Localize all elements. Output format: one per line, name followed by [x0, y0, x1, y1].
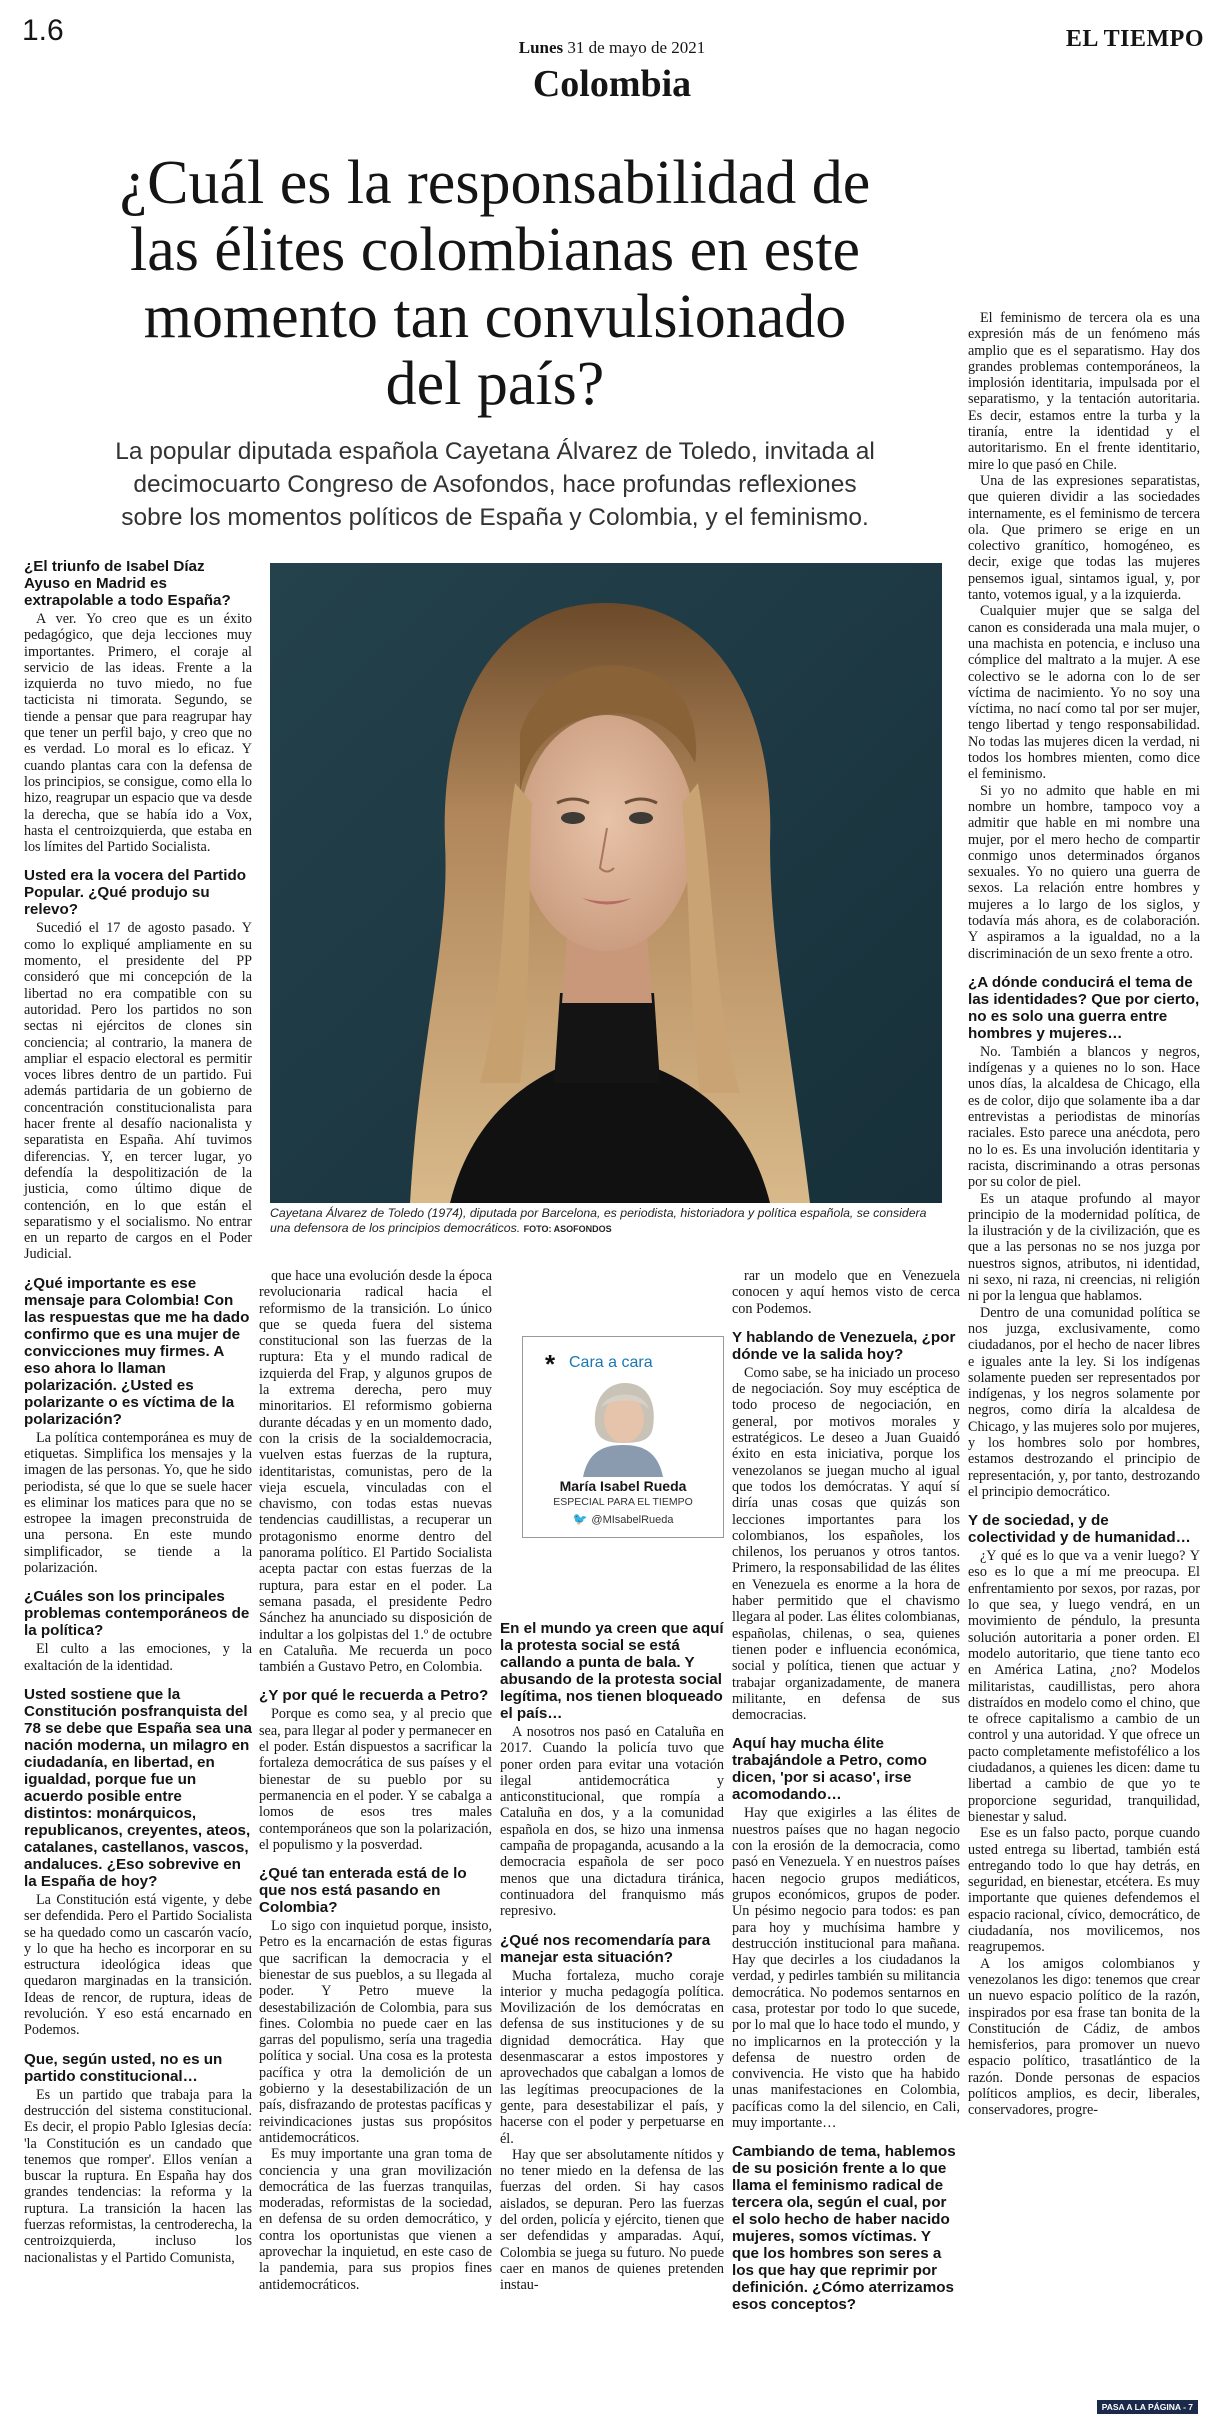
column-1 [24, 558, 252, 2266]
author-avatar [563, 1377, 683, 1477]
interview-answer: Ese es un falso pacto, porque cuando usted entrega su libertad, también está entregando todo lo que hay detrás, en seguridad, en bienestar, etcétera. Es muy importante que quienes defendemos el espacio racional, cívico, democrático, de ciudadanía, nos movilicemos, nos reagrupemos. [968, 1825, 1200, 1956]
column-4 [732, 1268, 960, 2315]
interview-question: Y hablando de Venezuela, ¿por dónde ve la salida hoy? [732, 1328, 956, 1363]
author-handle[interactable] [523, 1512, 723, 1526]
interview-question: ¿Qué importante es ese mensaje para Colombia! Con las respuestas que me ha dado confirmo que es una mujer de convicciones muy firmes. A eso ahora lo llaman polarización. ¿Usted es polarizante o es víctima de la polarización? [24, 1274, 250, 1428]
interview-answer: Si yo no admito que hable en mi nombre un hombre, tampoco voy a admitir que hable en mi nombre una mujer, por el mero hecho de compartir conmigo unos determinados órganos sexuales. Yo no quiero una guerra de sexos. La relación entre hombres y mujeres a lo largo de los siglos, y todavía más ahora, es de colaboración. Y aspiramos a la igualdad, no a la discriminación de un sexo frente a otro. [968, 782, 1200, 962]
interview-answer: Como sabe, se ha iniciado un proceso de negociación. Soy muy escéptica de todo proceso de negociación, en general, por motivos morales y estratégicos. Le deseo a Juan Guaidó éxito en esta iniciativa, porque los venezolanos se juegan mucho al igual que todos los demócratas. Y aquí sí diría unas cosas que quizás son lecciones importantes para los colombianos, los españoles, los chilenos, los peruanos y otros tantos. Primero, la responsabilidad de las élites en Venezuela es enorme a la hora de haber permitido que el chavismo llegara al poder. Las élites colombianas, españolas, chilenas, o sea, quienes tienen poder e influencia económica, social y política, tienen que actuar y trabajar organizadamente, de manera militante, en defensa de sus democracias. [732, 1364, 960, 1724]
interview-answer: Lo sigo con inquietud porque, insisto, Petro es la encarnación de estas figuras que sacrifican la democracia y el bienestar de sus pueblos, a su llegada al poder. Y Petro mueve la desestabilización de Colombia, para sus fines. Colombia no puede caer en las garras del populismo, sería una tragedia política y social. Una cosa es la protesta pacífica y otra la demolición de un gobierno y la desestabilización de un país, disfrazando de protestas pacíficas y reivindicaciones justas sus propósitos antidemocráticos. [259, 1918, 492, 2146]
interview-answer: La política contemporánea es muy de etiquetas. Simplifica los mensajes y la imagen de las personas. Yo, que he sido periodista, sé que lo que se suele hacer es eliminar los matices para que no se estropee la imagen preconstruida de una persona. En este mundo simplificador, se tiende a la polarización. [24, 1429, 252, 1577]
twitter-icon: 🐦 [572, 1512, 588, 1526]
interview-answer: A ver. Yo creo que es un éxito pedagógico, que deja lecciones muy importantes. Primero, el coraje al servicio de las ideas. Frente a la izquierda no tuvo miedo, no fue tacticista ni timorata. Segundo, se tiende a pensar que para reagrupar hay que tener un perfil bajo, y creo que no es verdad. Lo moral es lo eficaz. Y cuando plantas cara con la defensa de los principios, se consigue, como ella lo hizo, reagrupar un espacio que va desde la derecha, que se había ido a Vox, hasta el centroizquierda, que estaba en los límites del Partido Socialista. [24, 611, 252, 856]
interview-question: En el mundo ya creen que aquí la protesta social se está callando a punta de bala. Y abusando de la protesta social legítima, nos tienen bloqueado el país… [500, 1620, 724, 1722]
issue-date [0, 38, 1224, 58]
interview-answer: Es un partido que trabaja para la destrucción del sistema constitucional. Es decir, el propio Pablo Iglesias decía: 'la Constitución es un candado que tenemos que romper'. Ellos venían a buscar la ruptura. En España hay dos grandes tendencias: la reforma y la ruptura. La transición la hacen las fuerzas reformistas, la centroderecha, la centroizquierda, incluso los nacionalistas y el Partido Comunista, [24, 2086, 252, 2266]
interview-question: ¿El triunfo de Isabel Díaz Ayuso en Madrid es extrapolable a todo España? [24, 558, 231, 609]
card-title: Cara a cara [569, 1354, 653, 1371]
interview-answer: Sucedió el 17 de agosto pasado. Y como lo expliqué ampliamente en su momento, el presidente del PP consideró que mi concepción de la libertad no era compatible con su autoridad. Pero los partidos no son sectas ni ejércitos de clones sin conciencia; al contrario, la manera de ampliar el espacio electoral es permitir voces libres dentro de un partido. Fui además partidaria de un gobierno de concentración constitucionalista para hacer frente al desafío nacionalista y separatista en España. Ahí tuvimos diferencias. Y, en tercer lugar, yo defendía la despolitización de la justicia, como último dique de contención, en lo que están el separatismo y el socialismo. No entrar en un reparto de cargos en el Poder Judicial. [24, 920, 252, 1263]
interview-question: ¿Cuáles son los principales problemas contemporáneos de la política? [24, 1588, 250, 1640]
author-name: María Isabel Rueda [559, 1478, 687, 1494]
interview-answer: No. También a blancos y negros, indígenas y a quienes no lo son. Hace unos días, la alcaldesa de Chicago, ella es de color, dijo que solamente iba a dar entrevistas a periodistas de minorías raciales. Esto parece una anécdota, pero no lo es. Es una involución identitaria y racista, discriminando a otras personas por su color de piel. [968, 1043, 1200, 1191]
interview-answer: A nosotros nos pasó en Cataluña en 2017. Cuando la policía tuvo que poner orden para evitar una votación ilegal antidemocrática y anticonstitucional, que rompía a Cataluña en dos, y a la comunidad española en dos, se hizo una inmensa campaña de propaganda, acusando a la democracia española de ser poco menos que una dictadura tiránica, continuadora del franquismo más represivo. [500, 1724, 724, 1920]
page-number: 1.6 [22, 14, 64, 47]
star-icon: * [545, 1349, 556, 1379]
handle-text: @MIsabelRueda [591, 1514, 674, 1526]
interview-answer: rar un modelo que en Venezuela conocen y aquí hemos visto de cerca con Podemos. [732, 1268, 960, 1317]
byline-card [522, 1336, 724, 1538]
interview-question: ¿Qué tan enterada está de lo que nos está pasando en Colombia? [259, 1865, 467, 1917]
date-day: Lunes [518, 38, 564, 57]
portrait-photo [270, 563, 942, 1203]
interview-question: Cambiando de tema, hablemos de su posición frente a lo que llama el feminismo radical de tercera ola, según el cual, por el solo hecho de haber nacido mujeres, somos víctimas. Y que los hombres son seres a los que hay que reprimir por definición. ¿Cómo aterrizamos esos conceptos? [732, 2143, 956, 2314]
interview-question: Que, según usted, no es un partido constitucional… [24, 2050, 223, 2085]
section-title: Colombia [532, 63, 692, 105]
date-rest: 31 de mayo de 2021 [563, 38, 706, 57]
photo-credit: FOTO: ASOFONDOS [523, 1224, 612, 1234]
interview-question: Aquí hay mucha élite trabajándole a Petro, como dicen, 'por si acaso', irse acomodando… [732, 1735, 927, 1804]
interview-answer: que hace una evolución desde la época revolucionaria radical hacia el reformismo de la transición. Lo único que se queda fuera del sistema constitucional son las fuerzas de la ruptura: Eta y el mundo radical de izquierda del Frap, y algunos grupos de la extrema derecha, pero muy minoritarios. El reformismo gobierna durante décadas y en un momento dado, con la crisis de la socialdemocracia, vuelven estas fuerzas de la ruptura, identitaristas, comunistas, pero de la vieja escuela, vinculadas con el chavismo, con todas estas nuevas tendencias caudillistas, a recuperar un protagonismo enorme dentro del panorama político. El Partido Socialista acepta pactar con estas fuerzas de la ruptura, para estar en el poder. La semana pasada, el presidente Pedro Sánchez ha anunciado su disposición de indultar a los golpistas del 1.º de octubre en Cataluña. Me recuerda un poco también a Gustavo Petro, en Colombia. [259, 1268, 492, 1676]
interview-answer: A los amigos colombianos y venezolanos les digo: tenemos que crear un nuevo espacio político de la razón, inspirados por esa frase tan bonita de la Constitución de Cádiz, de ambos hemisferios, para promover un nuevo espacio político, trasatlántico de la razón. Donde personas de espacios políticos amplios, es decir, liberales, conservadores, progre- [968, 1955, 1200, 2119]
interview-question: Usted sostiene que la Constitución posfranquista del 78 se debe que España sea una nación moderna, un milagro en ciudadanía, en libertad, en igualdad, porque fue un acuerdo posible entre distintos: monárquicos, republicanos, creyentes, ateos, catalanes, castellanos, vascos, andaluces. ¿Eso sobrevive en la España de hoy? [24, 1685, 252, 1890]
interview-answer: Cualquier mujer que se salga del canon es considerada una mala mujer, o una machista en potencia, e incluso una cómplice del maltrato a la mujer. A ese colectivo se le adorna con lo de ser víctima de nacimiento. Yo no soy una víctima, no nací como tal por ser mujer, tengo libertad y tengo responsabilidad. No todas las mujeres dicen la verdad, ni todos los hombres mienten, como dice el feminismo. [968, 603, 1200, 783]
interview-answer: ¿Y qué es lo que va a venir luego? Y eso es lo que a mí me preocupa. El enfrentamiento por sexos, por razas, por lo que sea, y luego vendrá, en un movimiento de péndulo, la presunta solución autoritaria a poner orden. El modelo autoritario, que tiene tanto eco en América Latina, ¿no? Modelos militaristas, caudillistas, pero ahora distraídos en modelo como el chino, que te ofrece capitalismo a cambio de un control y una autoridad. Y que ofrece un pacto completamente mefistofélico a los ciudadanos, a quienes les dicen: dame tu libertad a cambio de que yo te proporcione seguridad, tranquilidad, bienestar y salud. [968, 1548, 1200, 1825]
photo-caption [270, 1206, 950, 1237]
interview-answer: Mucha fortaleza, mucho coraje interior y mucha pedagogía política. Movilización de los demócratas en defensa de sus instituciones y de su dignidad democrática. Hay que desenmascarar a estos impostores y aprovechados que cabalgan a lomos de las legítimas preocupaciones de la gente, para desestabilizar el país, y hacerse con el poder y perpetuarse en él. [500, 1967, 724, 2147]
column-5 [968, 310, 1200, 2119]
newspaper-logo: EL TIEMPO [1065, 26, 1204, 52]
interview-question: ¿Qué nos recomendaría para manejar esta situación? [500, 1931, 711, 1966]
headline: ¿Cuál es la responsabilidad de las élites colombianas en este momento tan convulsionado del país? [119, 149, 871, 418]
interview-question: ¿Y por qué le recuerda a Petro? [259, 1687, 489, 1705]
interview-answer: La Constitución está vigente, y debe ser defendida. Pero el Partido Socialista se ha quedado como un cascarón vacío, y lo que ha hecho es incorporar en su estructura ideológica ideas que quedaron marginadas en la transición. Ideas de rencor, de ruptura, ideas de revolución. Y eso está encarnado en Podemos. [24, 1891, 252, 2039]
deck: La popular diputada española Cayetana Álvarez de Toledo, invitada al decimocuarto Congreso de Asofondos, hace profundas reflexiones sobre los momentos políticos de España y Colombia, y el feminismo. [115, 438, 875, 531]
interview-question: ¿A dónde conducirá el tema de las identidades? Que por cierto, no es solo una guerra entre hombres y mujeres… [968, 973, 1200, 1042]
column-2 [259, 1268, 492, 2293]
column-3 [500, 1620, 724, 2294]
interview-question: Y de sociedad, y de colectividad y de humanidad… [968, 1512, 1191, 1547]
interview-answer: Hay que ser absolutamente nítidos y no tener miedo en la defensa de las fuerzas del orden. Si hay casos aislados, se depuran. Pero las fuerzas del orden, policía y ejército, tienen que ser defendidas y amparadas. Aquí, Colombia se juega su futuro. No puede caer en manos de quienes pretenden instau- [500, 2146, 724, 2294]
author-role: ESPECIAL PARA EL TIEMPO [553, 1496, 693, 1508]
continue-label: PASA A LA PÁGINA - 7 [1097, 2400, 1198, 2414]
interview-question: Usted era la vocera del Partido Popular. ¿Qué produjo su relevo? [24, 867, 246, 919]
interview-answer: Porque es como sea, y al precio que sea, para llegar al poder y permanecer en el poder. Están dispuestos a sacrificar la fortaleza democrática de sus países y el bienestar de su pueblo por su permanencia en el poder. Y se cabalga a lomos de esos tres males contemporáneos que son la polarización, el populismo y la posverdad. [259, 1706, 492, 1853]
interview-answer: Una de las expresiones separatistas, que quieren dividir a las sociedades internamente, es el feminismo de tercera ola. Que primero se erige en un colectivo granítico, homogéneo, es decir, exige que todas las mujeres pensemos igual, sintamos igual, y, por tanto, votemos igual, y a la izquierda. [968, 472, 1200, 604]
caption-text: Cayetana Álvarez de Toledo (1974), diputada por Barcelona, es periodista, historiadora y política española, se considera una defensora de los principios democráticos. [270, 1206, 927, 1235]
interview-answer: Dentro de una comunidad política se nos juzga, exclusivamente, como ciudadanos, por el hecho de nacer libres e iguales ante la ley. Si los indígenas solamente pueden ser representados por indígenas, y los negros solamente por negros, como diría la alcaldesa de Chicago, y las mujeres solo por mujeres, y los hombres solo por hombres, estamos destrozando el principio de representación, y, por tanto, destrozando el principio democrático. [968, 1304, 1200, 1500]
interview-answer: Es un ataque profundo al mayor principio de la modernidad política, de la ilustración y de la civilización, que es que a las personas no se nos juzga por nuestros signos, atributos, ni identidad, ni sexo, ni raza, ni creencias, ni religión ni por la lengua que hablamos. [968, 1190, 1200, 1305]
interview-answer: El culto a las emociones, y la exaltación de la identidad. [24, 1641, 252, 1674]
interview-answer: Hay que exigirles a las élites de nuestros países que no hagan negocio con la erosión de la democracia, como pasó en Venezuela. Y en nuestros países hacen negocio grupos mediáticos, grupos económicos, grupos de poder. Un pésimo negocio para todos: es pan para hoy y muchísima hambre y destrucción institucional para mañana. Hay que decirles a los ciudadanos la verdad, y pedirles también su militancia democrática. No podemos sentarnos en casa, protestar por todo lo que sucede, por lo mal que lo hace todo el mundo, y no implicarnos en la protección y la defensa de nuestro orden de convivencia. He visto que ha habido unas manifestaciones en Colombia, pacíficas como la del silencio, en Cali, muy importante… [732, 1805, 960, 2132]
interview-answer: Es muy importante una gran toma de conciencia y una gran movilización democrática de las fuerzas tranquilas, moderadas, reformistas de la sociedad, en defensa de su orden democrático, y contra los oportunistas que vienen a aprovechar la inquietud, en este caso de la pandemia, para sus propios fines antidemocráticos. [259, 2146, 492, 2293]
interview-answer: El feminismo de tercera ola es una expresión más de un fenómeno más amplio que es el separatismo. Hay dos grandes problemas contemporáneos, la implosión identitaria, impulsada por el separatismo, y la tentación autoritaria. Es decir, estamos entre la turba y la tiranía, entre la identidad y el autoritarismo. En el frente identitario, mire lo que pasó en Chile. [968, 310, 1200, 473]
